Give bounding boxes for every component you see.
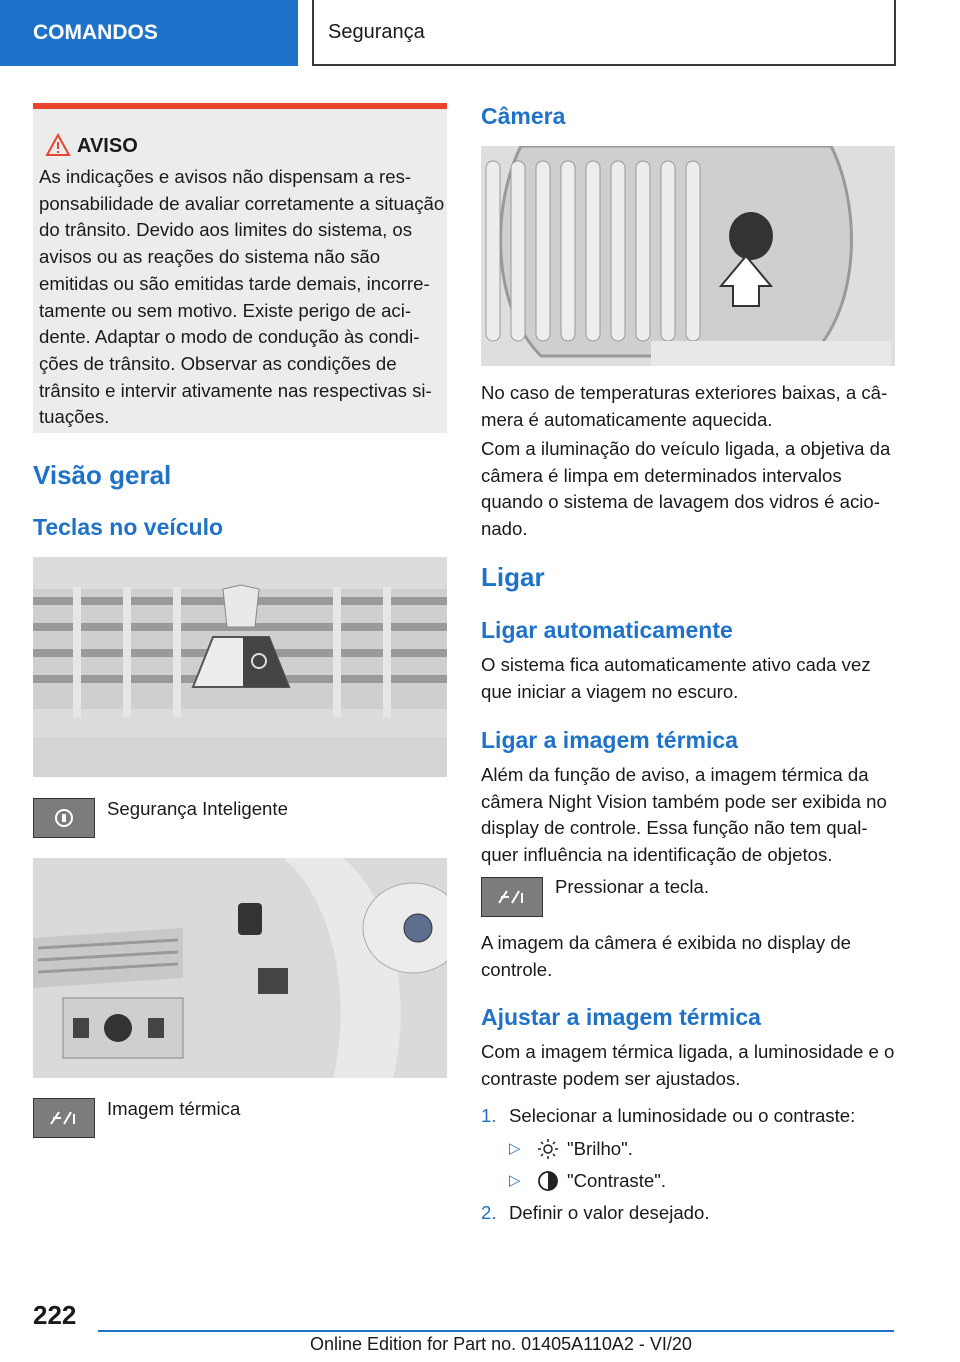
section-label: COMANDOS — [33, 21, 158, 44]
chapter-title: Segurança — [328, 20, 425, 43]
heading-adjust: Ajustar a imagem térmica — [481, 1004, 761, 1030]
key1-label: Segurança Inteligente — [107, 798, 288, 819]
page-number: 222 — [33, 1300, 77, 1330]
step-1-number: 1. — [481, 1105, 497, 1126]
section-tab — [0, 0, 298, 66]
camera-paragraph-2: Com a iluminação do veículo ligada, a objetiva da câmera é limpa em determinados intervalos quando o sistema de lavagem dos vidros é acionado. — [481, 438, 891, 539]
heading-overview: Visão geral — [33, 460, 172, 490]
adjust-paragraph: Com a imagem térmica ligada, a luminosidade e o contraste podem ser ajustados. — [481, 1041, 895, 1089]
heading-camera: Câmera — [481, 103, 566, 129]
warning-title: AVISO — [77, 135, 138, 157]
chapter-tab — [312, 0, 896, 66]
bullet-2-marker: ▷ — [509, 1172, 521, 1189]
step-2-text: Definir o valor desejado. — [509, 1202, 710, 1223]
warning-box — [33, 103, 447, 433]
footer-edition: Online Edition for Part no. 01405A110A2 - VI/20 — [310, 1334, 692, 1354]
bullet-2-text: "Contraste". — [567, 1170, 666, 1191]
step-2-number: 2. — [481, 1202, 497, 1223]
thermal-key-icon — [481, 877, 543, 917]
camera-image — [481, 146, 895, 366]
step-1-text: Selecionar a luminosidade ou o contraste: — [509, 1105, 856, 1126]
intelligent-safety-key-icon — [33, 798, 95, 838]
bullet-1-text: "Brilho". — [567, 1138, 633, 1159]
auto-paragraph: O sistema fica automaticamente ativo cada vez que iniciar a viagem no escuro. — [481, 654, 871, 702]
heading-ligar: Ligar — [481, 562, 545, 592]
grille-button-image — [33, 557, 447, 777]
warning-icon — [45, 133, 71, 157]
thermal-paragraph-2: A imagem da câmera é exibida no display de controle. — [481, 932, 852, 980]
heading-auto: Ligar automaticamente — [481, 617, 733, 643]
brightness-icon — [537, 1138, 559, 1160]
footer-rule — [98, 1330, 894, 1332]
heading-keys: Teclas no veículo — [33, 514, 224, 540]
thermal-paragraph: Além da função de aviso, a imagem térmica da câmera Night Vision também pode ser exibida no display de controle. Essa função não tem qualquer influência na identificação de objetos. — [481, 764, 887, 865]
key2-label: Imagem térmica — [107, 1098, 241, 1119]
warning-text: As indicações e avisos não dispensam a responsabilidade de avaliar corretamente a situação do trânsito. Devido aos limites do sistema, os avisos ou as reações do sistema não são emitidas ou são emitidas tarde demais, incorretamente ou sem motivo. Existe perigo de acidente. Adaptar o modo de condução às condições de trânsito. Observar as condições de trânsito e intervir ativamente nas respectivas situações. — [39, 166, 445, 428]
dashboard-image — [33, 858, 447, 1078]
heading-thermal: Ligar a imagem térmica — [481, 727, 738, 753]
thermal-image-key-icon — [33, 1098, 95, 1138]
contrast-icon — [537, 1170, 559, 1192]
camera-paragraph-1: No caso de temperaturas exteriores baixas, a câmera é automaticamente aquecida. — [481, 382, 888, 430]
bullet-1-marker: ▷ — [509, 1140, 521, 1157]
press-key-text: Pressionar a tecla. — [555, 876, 709, 897]
